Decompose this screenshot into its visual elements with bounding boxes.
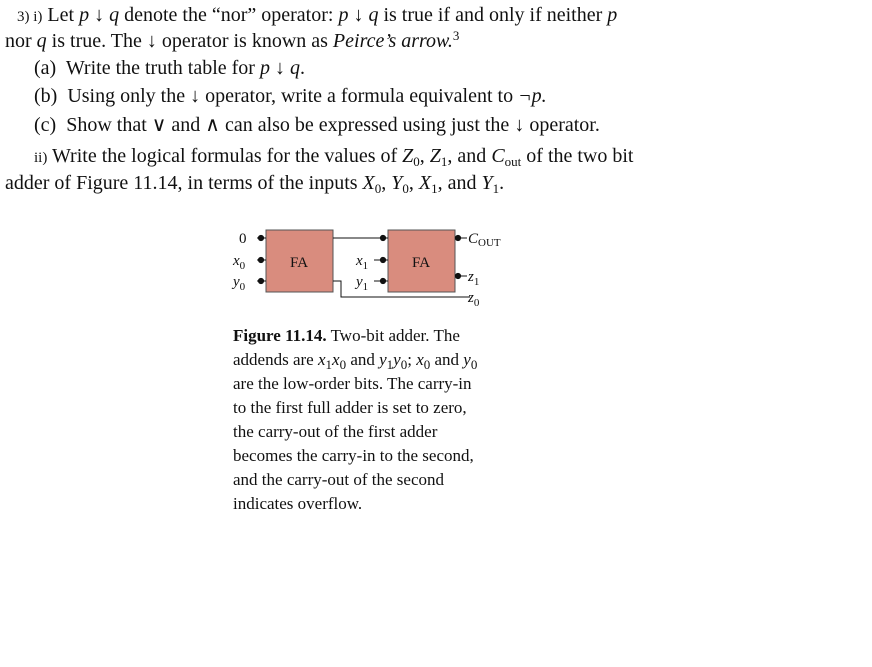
sub: 0 bbox=[470, 357, 478, 372]
sub: 0 bbox=[339, 357, 347, 372]
sub: out bbox=[504, 154, 522, 169]
caption-line-5: the carry-out of the first adder bbox=[233, 422, 438, 441]
right-inputs bbox=[374, 257, 388, 283]
caption-text: and bbox=[430, 350, 464, 369]
caption-title: Figure 11.14. bbox=[233, 326, 327, 345]
var-X: X bbox=[362, 172, 375, 194]
figure-caption bbox=[233, 324, 533, 516]
q3ii-line1 bbox=[34, 144, 634, 170]
q3ii-text: adder of Figure 11.14, in terms of the inputs bbox=[5, 172, 363, 194]
item-text: can also be expressed using just the bbox=[219, 114, 515, 136]
sub: 0 bbox=[413, 154, 420, 169]
nor-arrow: ↓ bbox=[190, 85, 201, 107]
var-C: C bbox=[491, 145, 505, 167]
caption-text: ; bbox=[407, 350, 417, 369]
comma: , bbox=[408, 172, 419, 194]
output-cout-label: $C_{OUT}$ bbox=[468, 231, 501, 249]
fa-right-label: FA bbox=[411, 255, 431, 271]
fa-left-label: FA bbox=[289, 255, 309, 271]
comma: , bbox=[419, 145, 430, 167]
and-text: , and bbox=[447, 145, 492, 167]
q3-intro-c: is true if and only if neither bbox=[378, 4, 608, 26]
var-Z: Z bbox=[402, 145, 414, 167]
nor-arrow: ↓ bbox=[94, 4, 105, 26]
var-p: p bbox=[607, 4, 618, 26]
input-zero-label: 0 bbox=[239, 231, 247, 247]
sub: 0 bbox=[423, 357, 431, 372]
var-q: q bbox=[289, 57, 300, 79]
and-symbol: ∧ bbox=[205, 114, 220, 136]
q3ii-text-end: of the two bit bbox=[521, 145, 634, 167]
caption-line-6: becomes the carry-in to the second, bbox=[233, 446, 474, 465]
sub: 1 bbox=[431, 181, 438, 196]
caption-line-3: are the low-order bits. The carry-in bbox=[233, 374, 472, 393]
nor-arrow: ↓ bbox=[353, 4, 364, 26]
sub: 1 bbox=[325, 357, 333, 372]
q3-item-a: (a) Write the truth table for p ↓ q. bbox=[34, 57, 305, 79]
q3-line2 bbox=[5, 29, 459, 53]
input-x0-label: $x_0$ bbox=[233, 253, 246, 272]
caption-text: Two-bit adder. The bbox=[326, 326, 460, 345]
q3-item-c bbox=[34, 113, 600, 137]
item-text: Show that bbox=[66, 114, 152, 136]
q3-item-b bbox=[34, 84, 547, 108]
period: . bbox=[499, 172, 505, 194]
input-x1-label: $x_1$ bbox=[356, 253, 369, 272]
sub: 1 bbox=[492, 181, 500, 196]
q3ii-number: ii) bbox=[34, 150, 48, 166]
q3-line2-b: is true. The bbox=[46, 30, 147, 52]
and-text: , and bbox=[437, 172, 482, 194]
q3-line2-c: operator is known as bbox=[156, 30, 333, 52]
sub: 1 bbox=[440, 154, 448, 169]
caption-text: addends are bbox=[233, 350, 318, 369]
q3-intro-b: denote the “nor” operator: bbox=[119, 4, 339, 26]
right-outputs bbox=[455, 235, 467, 278]
var-x: x bbox=[416, 350, 424, 369]
var-y: y bbox=[393, 350, 401, 369]
item-text: operator, write a formula equivalent to bbox=[200, 85, 519, 107]
var-p: p bbox=[79, 4, 90, 26]
sub: 0 bbox=[400, 357, 408, 372]
sub: 1 bbox=[386, 357, 394, 372]
left-inputs bbox=[257, 235, 266, 283]
item-label: (c) bbox=[34, 114, 57, 136]
item-text: Write the truth table for bbox=[65, 57, 260, 79]
var-x: x bbox=[317, 350, 326, 369]
q3ii-line2 bbox=[5, 171, 504, 195]
input-y0-label: $y_0$ bbox=[233, 274, 246, 293]
sub: 0 bbox=[402, 181, 409, 196]
nor-arrow: ↓ bbox=[274, 57, 285, 79]
caption-line-4: to the first full adder is set to zero, bbox=[233, 398, 467, 417]
item-label: (a) bbox=[34, 57, 57, 79]
item-text: operator. bbox=[524, 114, 600, 136]
q3-line2-a: nor bbox=[5, 30, 37, 52]
q3ii-text: Write the logical formulas for the values of bbox=[51, 145, 403, 167]
var-X: X bbox=[418, 172, 432, 194]
q3-line1 bbox=[17, 3, 617, 29]
var-Y: Y bbox=[481, 172, 493, 194]
var-Z: Z bbox=[429, 145, 441, 167]
or-symbol: ∨ bbox=[151, 114, 167, 136]
sub: 0 bbox=[374, 181, 382, 196]
item-text: and bbox=[166, 114, 206, 136]
input-y1-label: $y_1$ bbox=[356, 274, 369, 293]
nor-arrow: ↓ bbox=[514, 114, 525, 136]
peirce-arrow-term: Peirce’s arrow. bbox=[332, 30, 453, 52]
footnote-mark: 3 bbox=[452, 28, 460, 43]
caption-line-2 bbox=[233, 348, 533, 372]
var-p: p bbox=[338, 4, 349, 26]
caption-text: and bbox=[346, 350, 380, 369]
var-q: q bbox=[368, 4, 379, 26]
caption-line-7: and the carry-out of the second bbox=[233, 470, 444, 489]
var-p: p bbox=[259, 57, 270, 79]
var-q: q bbox=[36, 30, 47, 52]
item-label: (b) bbox=[34, 85, 58, 107]
q3-number: 3) i) bbox=[17, 9, 43, 25]
two-bit-adder-diagram bbox=[225, 222, 525, 318]
item-text: Using only the bbox=[67, 85, 191, 107]
nor-arrow: ↓ bbox=[146, 30, 157, 52]
var-Y: Y bbox=[391, 172, 403, 194]
comma: , bbox=[381, 172, 392, 194]
var-y: y bbox=[379, 350, 387, 369]
caption-line-8: indicates overflow. bbox=[233, 494, 363, 513]
carry-wire bbox=[333, 235, 388, 240]
var-q: q bbox=[109, 4, 120, 26]
output-z1-label: $z_1$ bbox=[468, 269, 480, 288]
var-x: x bbox=[332, 350, 340, 369]
q3-intro-a: Let bbox=[47, 4, 80, 26]
caption-line-1 bbox=[233, 324, 533, 348]
var-y: y bbox=[463, 350, 471, 369]
neg-p: ¬p. bbox=[518, 85, 547, 107]
output-z0-label: $z_0$ bbox=[468, 290, 480, 309]
